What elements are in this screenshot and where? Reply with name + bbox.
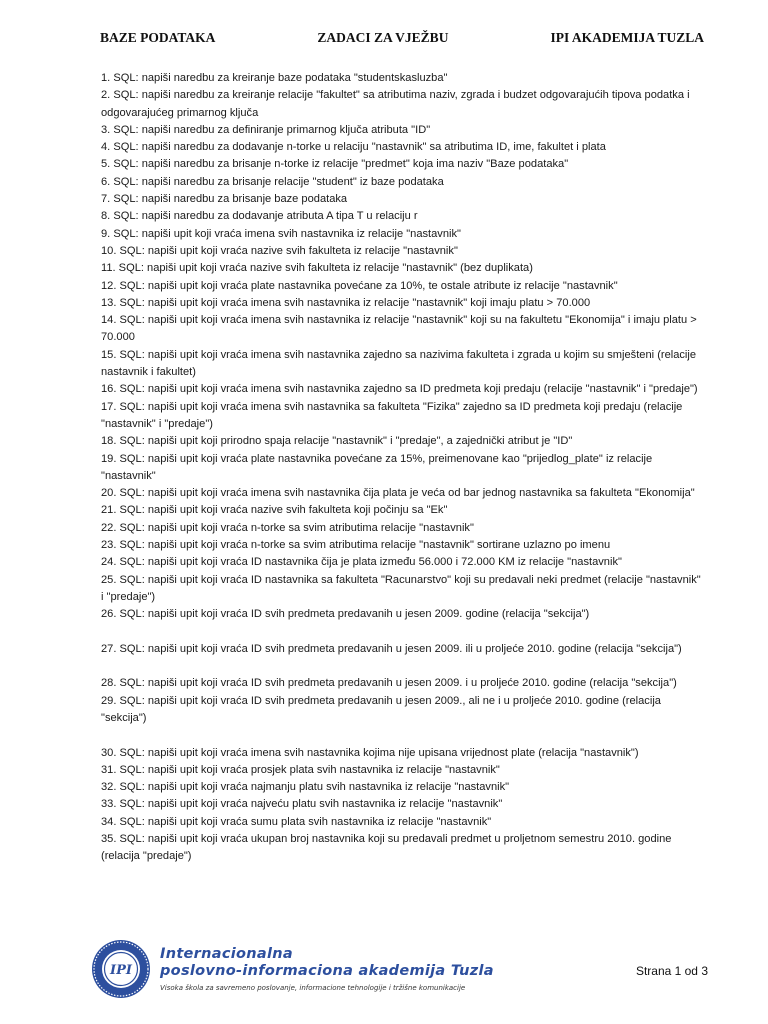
task-item: 16. SQL: napiši upit koji vraća imena svih nastavnika zajedno sa ID predmeta koji predaju (relacije "nastavnik" i "predaje") — [101, 383, 698, 396]
task-item: 19. SQL: napiši upit koji vraća plate nastavnika povećane za 15%, preimenovane kao "prijedlog_plate" iz relacije "nastavnik" — [101, 452, 653, 482]
task-item: 35. SQL: napiši upit koji vraća ukupan broj nastavnika koji su predavali predmet u proljetnom semestru 2010. godine (relacija "predaje") — [101, 833, 672, 863]
task-item: 22. SQL: napiši upit koji vraća n-torke sa svim atributima relacije "nastavnik" — [101, 521, 474, 534]
task-item: 26. SQL: napiši upit koji vraća ID svih predmeta predavanih u jesen 2009. godine (relacija "sekcija") — [101, 608, 590, 621]
task-item: 18. SQL: napiši upit koji prirodno spaja relacije "nastavnik" i "predaje", a zajednički atribut je "ID" — [101, 435, 573, 448]
page-footer — [92, 940, 708, 1000]
task-item: 4. SQL: napiši naredbu za dodavanje n-torke u relaciju "nastavnik" sa atributima ID, ime, fakultet i plata — [101, 141, 606, 154]
task-item: 11. SQL: napiši upit koji vraća nazive svih fakulteta iz relacije "nastavnik" (bez duplikata) — [101, 262, 533, 275]
task-item: 32. SQL: napiši upit koji vraća najmanju platu svih nastavnika iz relacije "nastavnik" — [101, 781, 510, 794]
task-item: 2. SQL: napiši naredbu za kreiranje relacije "fakultet" sa atributima naziv, zgrada i budzet odgovarajućih tipova podatka i odgovarajućeg primarnog ključa — [101, 89, 690, 119]
task-item: 21. SQL: napiši upit koji vraća nazive svih fakulteta koji počinju sa "Ek" — [101, 504, 448, 517]
task-item: 9. SQL: napiši upit koji vraća imena svih nastavnika iz relacije "nastavnik" — [101, 227, 461, 240]
task-item: 1. SQL: napiši naredbu za kreiranje baze podataka "studentskasluzba" — [101, 72, 448, 84]
task-item: 10. SQL: napiši upit koji vraća nazive svih fakulteta iz relacije "nastavnik" — [101, 244, 458, 257]
task-list — [101, 70, 706, 866]
task-item: 28. SQL: napiši upit koji vraća ID svih predmeta predavanih u jesen 2009. i u proljeće 2010. godine (relacija "sekcija") — [101, 677, 677, 690]
seal-emblem-icon — [92, 940, 150, 998]
task-item: 3. SQL: napiši naredbu za definiranje primarnog ključa atributa "ID" — [101, 123, 431, 136]
task-item: 6. SQL: napiši naredbu za brisanje relacije "student" iz baze podataka — [101, 175, 444, 188]
header-institution: IPI AKADEMIJA TUZLA — [550, 30, 704, 45]
logo-line-2: poslovno-informaciona akademija Tuzla — [160, 963, 494, 979]
page-header — [100, 28, 704, 48]
task-item: 15. SQL: napiši upit koji vraća imena svih nastavnika zajedno sa nazivima fakulteta i zgrada u kojim su smješteni (relacije nastavnik i fakultet) — [101, 348, 697, 379]
task-item: 30. SQL: napiši upit koji vraća imena svih nastavnika kojima nije upisana vrijednost plate (relacija "nastavnik") — [101, 746, 639, 759]
seal-text: IPI — [110, 963, 132, 978]
task-item: 20. SQL: napiši upit koji vraća imena svih nastavnika čija plata je veća od bar jednog nastavnika sa fakulteta "Ekonomija" — [101, 487, 695, 500]
task-item: 33. SQL: napiši upit koji vraća najveću platu svih nastavnika iz relacije "nastavnik" — [101, 798, 503, 811]
task-item: 12. SQL: napiši upit koji vraća plate nastavnika povećane za 10%, te ostale atribute iz relacije "nastavnik" — [101, 279, 618, 292]
task-item: 27. SQL: napiši upit koji vraća ID svih predmeta predavanih u jesen 2009. ili u proljeće 2010. godine (relacija "sekcija") — [101, 642, 682, 655]
task-item: 7. SQL: napiši naredbu za brisanje baze podataka — [101, 193, 348, 206]
task-item: 34. SQL: napiši upit koji vraća sumu plata svih nastavnika iz relacije "nastavnik" — [101, 815, 492, 828]
header-course-title: BAZE PODATAKA — [100, 30, 216, 45]
logo-line-1: Internacionalna — [160, 946, 293, 962]
task-item: 31. SQL: napiši upit koji vraća prosjek plata svih nastavnika iz relacije "nastavnik" — [101, 763, 500, 776]
task-item: 14. SQL: napiši upit koji vraća imena svih nastavnika iz relacije "nastavnik" koji su na fakultetu "Ekonomija" i imaju platu > 70.000 — [101, 314, 697, 344]
task-item: 8. SQL: napiši naredbu za dodavanje atributa A tipa T u relaciju r — [101, 210, 418, 223]
task-item: 23. SQL: napiši upit koji vraća n-torke sa svim atributima relacije "nastavnik" sortirane uzlazno po imenu — [101, 539, 611, 552]
task-item: 25. SQL: napiši upit koji vraća ID nastavnika sa fakulteta "Racunarstvo" koji su predavali neki predmet (relacije "nastavnik" i "predaje") — [101, 573, 701, 603]
task-item: 24. SQL: napiši upit koji vraća ID nastavnika čija je plata između 56.000 i 72.000 KM iz relacije "nastavnik" — [101, 556, 622, 569]
task-item: 5. SQL: napiši naredbu za brisanje n-torke iz relacije "predmet" koja ima naziv "Baze podataka" — [101, 158, 569, 171]
academy-logo-text — [160, 946, 494, 994]
task-item: 13. SQL: napiši upit koji vraća imena svih nastavnika iz relacije "nastavnik" koji imaju platu > 70.000 — [101, 296, 591, 309]
logo-tagline: Visoka škola za savremeno poslovanje, informacione tehnologije i tržišne komunikacije — [160, 984, 466, 992]
task-item: 17. SQL: napiši upit koji vraća imena svih nastavnika sa fakulteta "Fizika" zajedno sa ID predmeta koji predaju (relacije "nastavnik" i "predaje") — [101, 400, 683, 430]
header-doc-title: ZADACI ZA VJEŽBU — [317, 30, 449, 45]
academy-seal-logo — [92, 940, 150, 998]
page-number: Strana 1 od 3 — [635, 964, 708, 978]
task-item: 29. SQL: napiši upit koji vraća ID svih predmeta predavanih u jesen 2009., ali ne i u proljeće 2010. godine (relacija "sekcija") — [101, 694, 661, 724]
